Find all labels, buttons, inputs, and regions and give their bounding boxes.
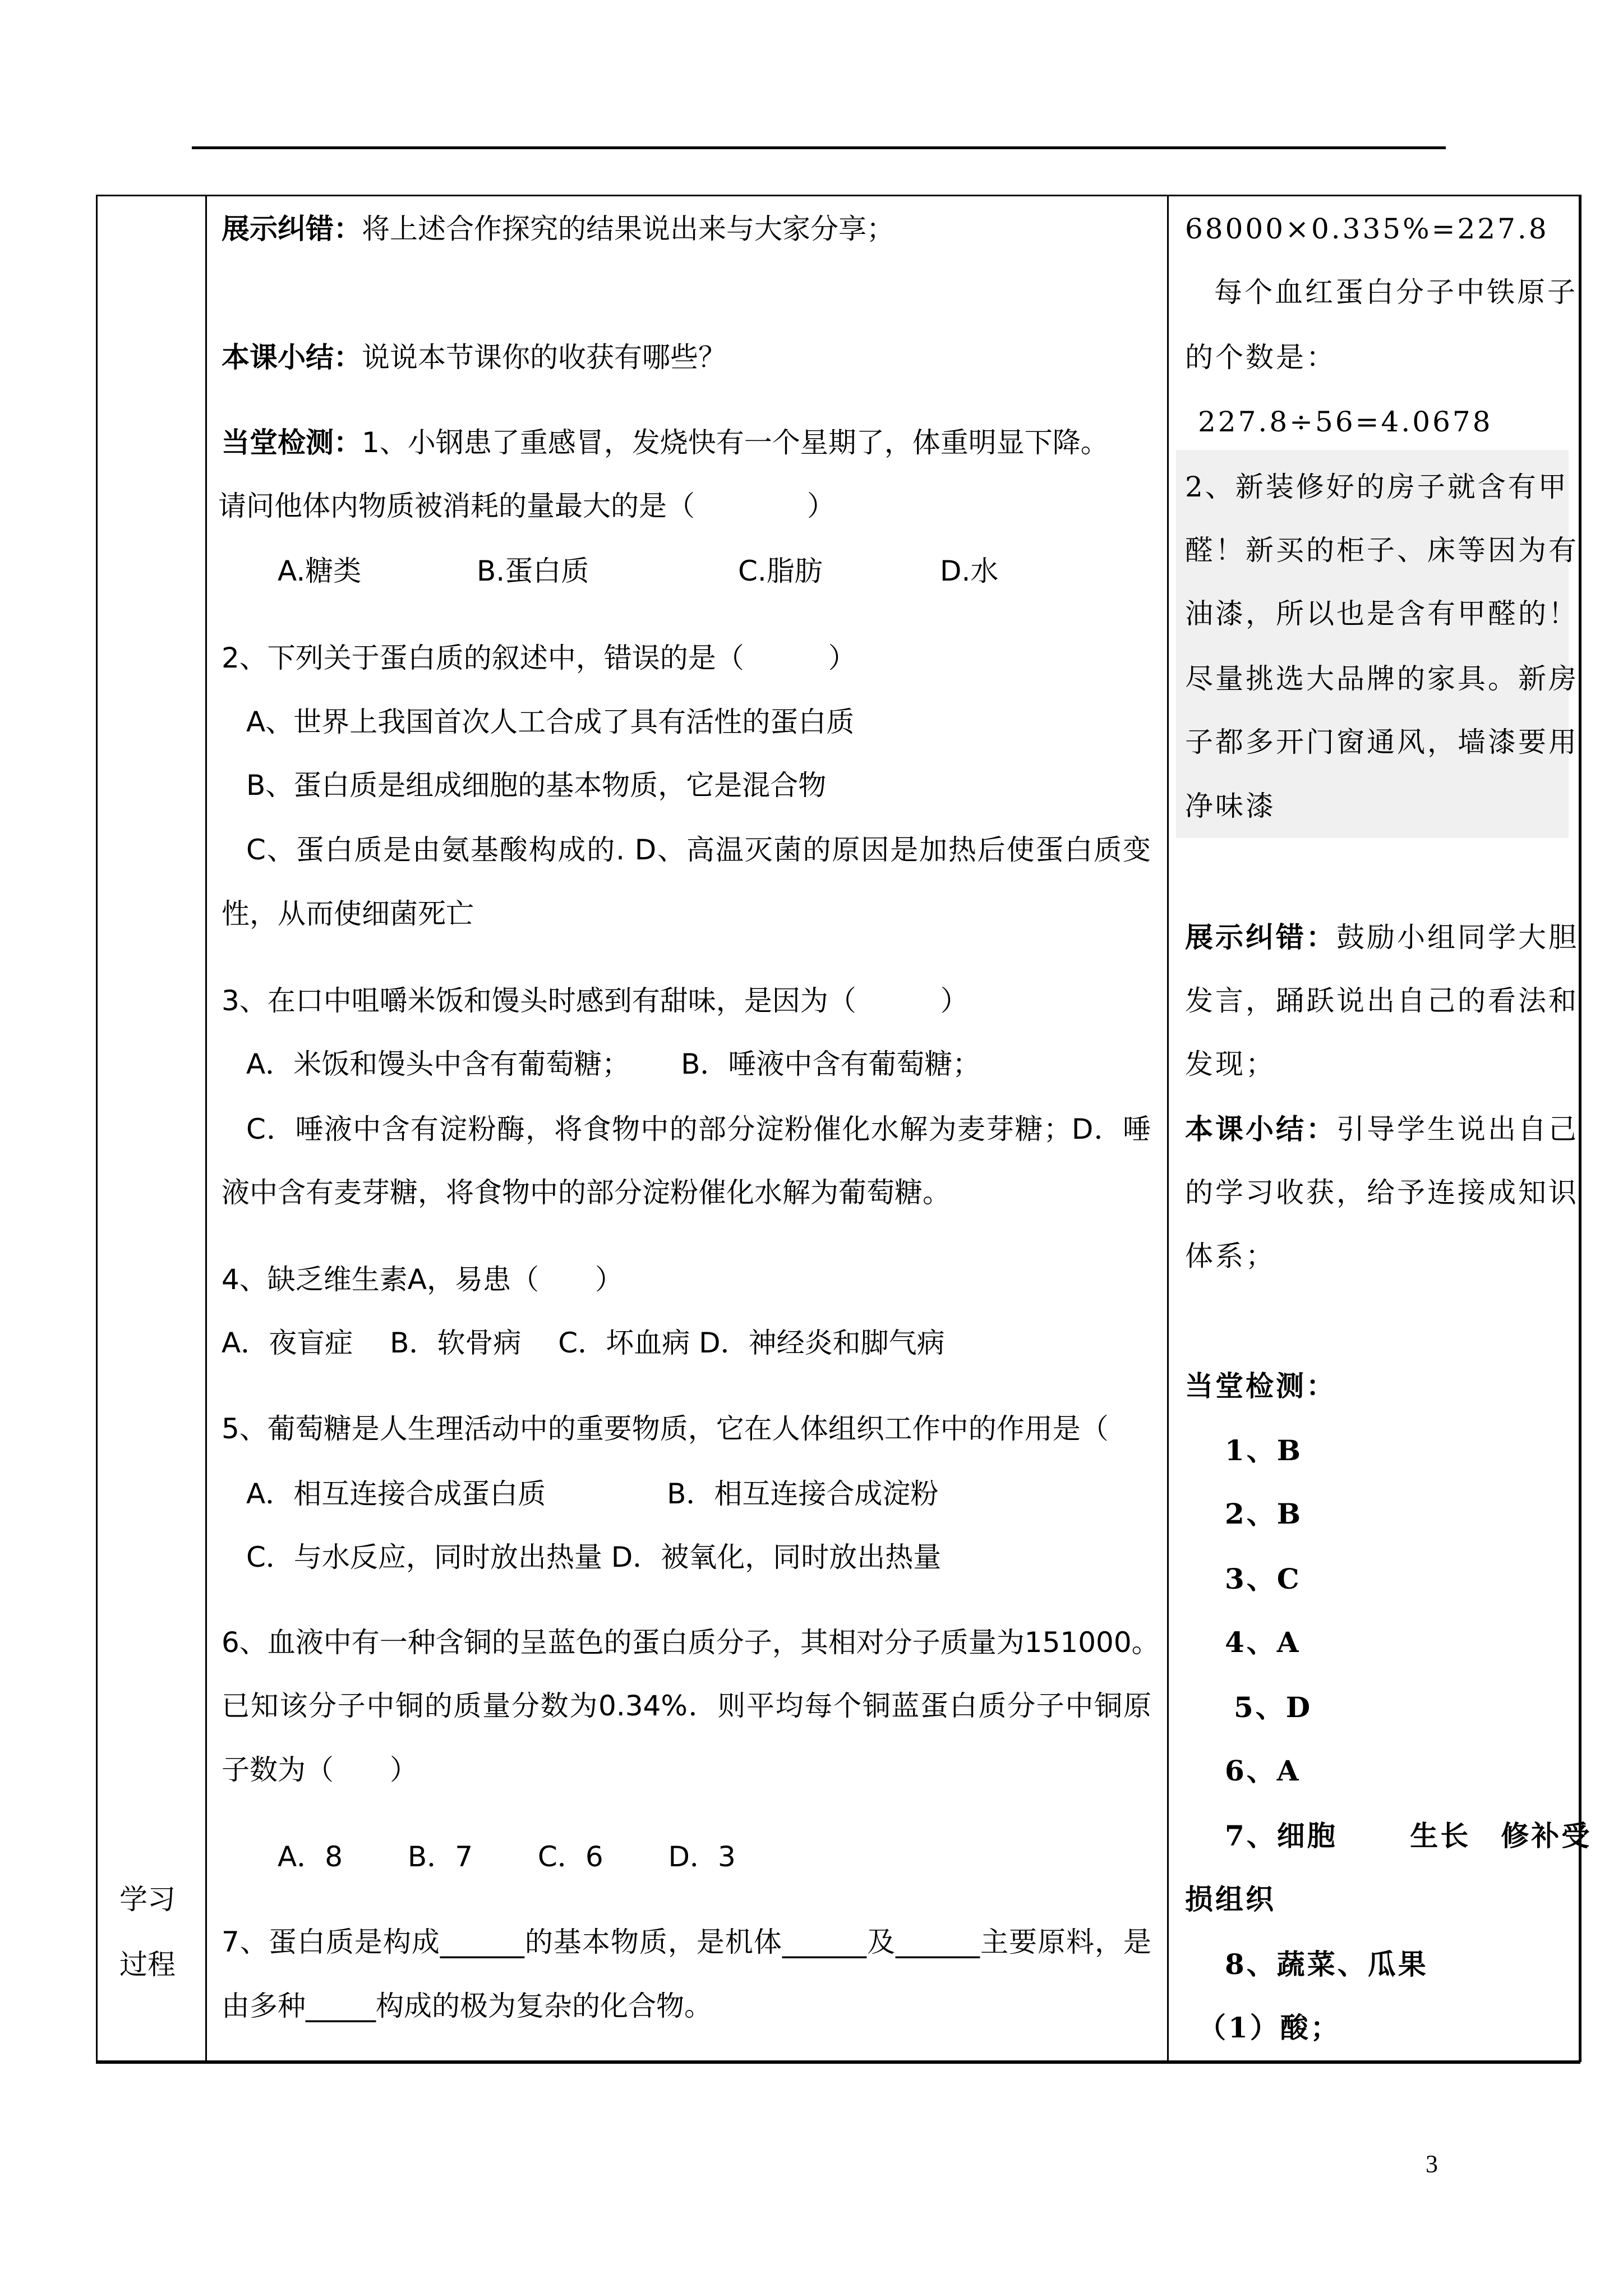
line-text: 油漆，所以也是含有甲醛的！ (1185, 597, 1579, 630)
page-number: 3 (1426, 2150, 1438, 2178)
line-text: C．与水反应，同时放出热量 D．被氧化，同时放出热量 (246, 1541, 942, 1573)
line-text: 子数为（ ） (222, 1754, 418, 1786)
bold-heading: 2、B (1225, 1497, 1303, 1530)
left_column-line (222, 1689, 1151, 1723)
line-text: C、蛋白质是由氨基酸构成的. D、高温灭菌的原因是加热后使蛋白质变 (246, 834, 1151, 866)
line-text: 2、新装修好的房子就含有甲 (1185, 471, 1569, 503)
right_column-line (1185, 533, 1579, 567)
line-text: C．唾液中含有淀粉酶，将食物中的部分淀粉催化水解为麦芽糖；D．唾 (246, 1113, 1151, 1145)
bold-heading: （1）酸； (1198, 2011, 1341, 2044)
line-text: 请问他体内物质被消耗的量最大的是（ ） (218, 490, 835, 522)
right_column-line (1185, 470, 1569, 504)
line-text: A．相互连接合成蛋白质 B．相互连接合成淀粉 (246, 1478, 939, 1510)
left_column-line (222, 1263, 623, 1296)
bold-heading: 6、A (1225, 1754, 1301, 1787)
line-text: 将上述合作探究的结果说出来与大家分享； (362, 213, 895, 245)
line-text: 说说本节课你的收获有哪些？ (362, 341, 726, 374)
bold-heading: 7、细胞 生长 修补受 (1225, 1819, 1592, 1852)
left_column-line (246, 769, 826, 802)
bold-heading: 8、蔬菜、瓜果 (1225, 1948, 1428, 1981)
left_column-line (222, 1412, 1109, 1446)
left_column-line (222, 1925, 1151, 1959)
right_column-line (1225, 1626, 1301, 1659)
bold-heading: 4、A (1225, 1626, 1301, 1659)
left_column-line (218, 489, 835, 523)
line-text: 6、血液中有一种含铜的呈蓝色的蛋白质分子，其相对分子质量为151000。 (222, 1626, 1160, 1659)
line-text: 7、蛋白质是构成______的基本物质，是机体______及______主要原料，是 (222, 1926, 1151, 1958)
bold-heading: 1、B (1225, 1434, 1303, 1467)
left_column-line (246, 1540, 941, 1574)
line-text: 1、小钢患了重感冒，发烧快有一个星期了，体重明显下降。 (362, 426, 1109, 459)
right_column-line (1185, 1239, 1276, 1273)
right_column-line (1185, 341, 1336, 374)
left_column-line (246, 1047, 980, 1081)
left_column-line (940, 554, 998, 588)
line-text: 发现； (1185, 1048, 1276, 1080)
right_column-line (1185, 597, 1579, 631)
left_column-line (222, 641, 856, 675)
left_column-line (222, 1626, 1160, 1659)
right_column-line (1225, 1754, 1301, 1788)
left_column-line (222, 212, 895, 246)
line-text: 每个血红蛋白分子中铁原子 (1214, 276, 1578, 309)
right_column-line (1185, 1883, 1276, 1916)
header-rule (192, 146, 1446, 149)
line-text: 2、下列关于蛋白质的叙述中，错误的是（ ） (222, 642, 856, 674)
line-text: 已知该分子中铜的质量分数为0.34%．则平均每个铜蓝蛋白质分子中铜原 (222, 1690, 1151, 1722)
bold-heading: 展示纠错： (1185, 921, 1336, 954)
line-text: A.糖类 (278, 555, 362, 587)
right_column-line (1198, 2011, 1341, 2045)
left_column-line (222, 341, 726, 374)
line-text: 性，从而使细菌死亡 (222, 898, 474, 930)
line-text: 发言，踊跃说出自己的看法和 (1185, 984, 1579, 1017)
bold-heading: 损组织 (1185, 1883, 1276, 1916)
line-text: 醛！新买的柜子、床等因为有 (1185, 534, 1579, 567)
right_column-line (1185, 1112, 1579, 1146)
bold-heading: 展示纠错： (222, 213, 362, 245)
right_column-line (1185, 1047, 1276, 1081)
right_column-line (1185, 212, 1549, 246)
right_column-line (1198, 405, 1493, 439)
line-text: 净味漆 (1185, 790, 1276, 822)
line-text: 的学习收获，给予连接成知识 (1185, 1176, 1579, 1209)
left_column-line (222, 1989, 712, 2023)
line-text: 引导学生说出自己 (1336, 1113, 1579, 1145)
line-text: 由多种_____构成的极为复杂的化合物。 (222, 1990, 712, 2022)
line-text: A、世界上我国首次人工合成了具有活性的蛋白质 (246, 706, 855, 738)
column-divider (1167, 196, 1169, 2060)
bold-heading: 本课小结： (222, 341, 362, 374)
left_column-line (246, 833, 1151, 867)
line-text: B.蛋白质 (477, 555, 589, 587)
line-text: B、蛋白质是组成细胞的基本物质，它是混合物 (246, 769, 827, 802)
right_column-line (1185, 984, 1579, 1018)
left_column-line (246, 705, 854, 739)
bold-heading: 当堂检测： (1185, 1369, 1336, 1402)
line-text: 68000×0.335%=227.8 (1185, 213, 1549, 245)
left_column-line (278, 554, 361, 588)
right_column-line (1185, 1176, 1579, 1209)
right_column-line (1185, 789, 1276, 823)
right_column-line (1225, 1819, 1592, 1853)
left_column-line (222, 1326, 945, 1360)
line-text: 5、葡萄糖是人生理活动中的重要物质，它在人体组织工作中的作用是（ (222, 1412, 1109, 1445)
table-right-border (1579, 195, 1581, 2062)
right_column-line (1185, 921, 1579, 954)
right_column-line (1185, 725, 1579, 759)
line-text: 3、在口中咀嚼米饭和馒头时感到有甜味，是因为（ ） (222, 984, 969, 1017)
right_column-line (1225, 1497, 1303, 1531)
line-text: 体系； (1185, 1240, 1276, 1272)
left_column-line (222, 1176, 951, 1209)
line-text: A．夜盲症 B．软骨病 C．坏血病 D．神经炎和脚气病 (222, 1327, 945, 1359)
right_column-line (1214, 275, 1578, 309)
line-text: 4、缺乏维生素A，易患（ ） (222, 1263, 624, 1296)
left_column-line (222, 1753, 418, 1787)
left_column-line (278, 1840, 736, 1874)
right_column-line (1185, 662, 1579, 696)
bold-heading: 5、D (1234, 1691, 1313, 1724)
line-text: 子都多开门窗通风，墙漆要用 (1185, 726, 1579, 758)
right_column-line (1185, 1369, 1336, 1403)
section-label-line1: 学习 (119, 1883, 176, 1916)
left_column-line (246, 1112, 1151, 1146)
line-text: C.脂肪 (738, 555, 823, 587)
line-text: A．米饭和馒头中含有葡萄糖； B．唾液中含有葡萄糖； (246, 1048, 981, 1080)
left_column-line (738, 554, 823, 588)
left_column-line (222, 426, 1109, 459)
line-text: 227.8÷56=4.0678 (1198, 406, 1493, 438)
left_column-line (477, 554, 589, 588)
line-text: A．8 B．7 C．6 D．3 (278, 1841, 736, 1873)
table-bottom-border (96, 2060, 1580, 2064)
right_column-line (1225, 1434, 1303, 1467)
right_column-line (1234, 1691, 1312, 1724)
left_column-line (222, 984, 969, 1018)
section-label-line2: 过程 (119, 1948, 176, 1981)
left_column-line (246, 1477, 938, 1511)
bold-heading: 当堂检测： (222, 426, 362, 459)
line-text: 尽量挑选大品牌的家具。新房 (1185, 662, 1579, 695)
bold-heading: 3、C (1225, 1562, 1302, 1595)
line-text: 的个数是： (1185, 341, 1336, 374)
line-text: 液中含有麦芽糖，将食物中的部分淀粉催化水解为葡萄糖。 (222, 1176, 951, 1209)
line-text: D.水 (940, 555, 999, 587)
right_column-line (1225, 1948, 1428, 1981)
column-divider (205, 196, 207, 2060)
line-text: 鼓励小组同学大胆 (1336, 921, 1579, 954)
left_column-line (222, 897, 474, 931)
bold-heading: 本课小结： (1185, 1112, 1336, 1145)
right_column-line (1225, 1562, 1302, 1596)
